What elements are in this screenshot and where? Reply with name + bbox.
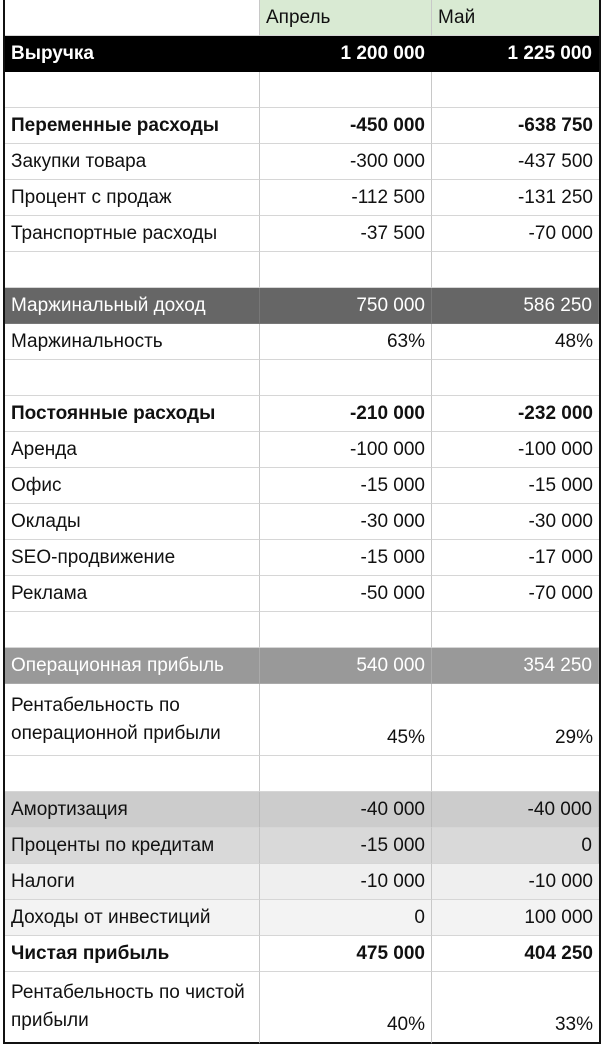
row-label[interactable]: Операционная прибыль [5,648,260,684]
row-may-value[interactable]: -70 000 [432,576,599,612]
empty-cell[interactable] [432,612,599,648]
row-interest [5,828,599,864]
row-label[interactable]: Рентабельность по операционной прибыли [5,684,260,756]
row-may-value[interactable]: 0 [432,828,599,864]
row-may-value[interactable]: 404 250 [432,936,599,972]
row-net-profitability [5,972,599,1044]
row-may-value[interactable]: -15 000 [432,468,599,504]
row-may-value[interactable]: 48% [432,324,599,360]
row-contribution-margin [5,288,599,324]
row-april-value[interactable]: -10 000 [260,864,432,900]
row-label[interactable]: Реклама [5,576,260,612]
row-variable-costs [5,108,599,144]
row-april-value[interactable]: -40 000 [260,792,432,828]
row-label[interactable]: Рентабельность по чистой прибыли [5,972,260,1044]
row-margin-percent [5,324,599,360]
empty-cell[interactable] [5,252,260,288]
empty-cell[interactable] [5,612,260,648]
empty-cell[interactable] [260,360,432,396]
row-april-value[interactable]: 475 000 [260,936,432,972]
row-label[interactable]: Аренда [5,432,260,468]
row-may-value[interactable]: -40 000 [432,792,599,828]
row-may-value[interactable]: -638 750 [432,108,599,144]
empty-row [5,252,599,288]
row-operating-profitability [5,684,599,756]
pnl-spreadsheet [3,0,601,1044]
row-april-value[interactable]: -112 500 [260,180,432,216]
row-label[interactable]: Маржинальность [5,324,260,360]
row-label[interactable]: Транспортные расходы [5,216,260,252]
row-label[interactable]: Переменные расходы [5,108,260,144]
empty-row [5,756,599,792]
row-may-value[interactable]: -10 000 [432,864,599,900]
empty-cell[interactable] [260,252,432,288]
row-may-value[interactable]: 100 000 [432,900,599,936]
empty-cell[interactable] [260,756,432,792]
row-april-value[interactable]: 40% [260,972,432,1044]
row-investment-income [5,900,599,936]
row-label[interactable]: Процент с продаж [5,180,260,216]
empty-cell[interactable] [432,72,599,108]
row-april-value[interactable]: -210 000 [260,396,432,432]
row-transport [5,216,599,252]
empty-row [5,612,599,648]
row-april-value[interactable]: 540 000 [260,648,432,684]
row-ads [5,576,599,612]
row-april-value[interactable]: -30 000 [260,504,432,540]
row-april-value[interactable]: 1 200 000 [260,36,432,72]
header-april[interactable]: Апрель [260,0,432,36]
row-seo [5,540,599,576]
row-label[interactable]: Чистая прибыль [5,936,260,972]
row-fixed-costs [5,396,599,432]
row-label[interactable]: Постоянные расходы [5,396,260,432]
row-label[interactable]: Маржинальный доход [5,288,260,324]
row-label[interactable]: Доходы от инвестиций [5,900,260,936]
row-net-profit [5,936,599,972]
row-label[interactable]: Закупки товара [5,144,260,180]
row-label[interactable]: Амортизация [5,792,260,828]
row-label[interactable]: SEO-продвижение [5,540,260,576]
row-purchases [5,144,599,180]
row-april-value[interactable]: 0 [260,900,432,936]
empty-cell[interactable] [432,360,599,396]
header-label-cell[interactable] [5,0,260,36]
header-row [5,0,599,36]
row-label[interactable]: Офис [5,468,260,504]
row-april-value[interactable]: -300 000 [260,144,432,180]
row-may-value[interactable]: -232 000 [432,396,599,432]
row-label[interactable]: Оклады [5,504,260,540]
row-may-value[interactable]: 354 250 [432,648,599,684]
row-april-value[interactable]: -15 000 [260,540,432,576]
row-revenue [5,36,599,72]
row-may-value[interactable]: -30 000 [432,504,599,540]
row-label[interactable]: Проценты по кредитам [5,828,260,864]
empty-row [5,72,599,108]
row-april-value[interactable]: -100 000 [260,432,432,468]
row-office [5,468,599,504]
row-april-value[interactable]: -37 500 [260,216,432,252]
row-may-value[interactable]: -100 000 [432,432,599,468]
row-april-value[interactable]: 63% [260,324,432,360]
empty-cell[interactable] [260,612,432,648]
empty-cell[interactable] [260,72,432,108]
row-depreciation [5,792,599,828]
row-april-value[interactable]: -50 000 [260,576,432,612]
row-may-value[interactable]: -70 000 [432,216,599,252]
row-taxes [5,864,599,900]
row-april-value[interactable]: -15 000 [260,828,432,864]
header-may[interactable]: Май [432,0,599,36]
empty-cell[interactable] [5,360,260,396]
row-may-value[interactable]: -17 000 [432,540,599,576]
row-april-value[interactable]: -450 000 [260,108,432,144]
row-label[interactable]: Налоги [5,864,260,900]
empty-cell[interactable] [432,252,599,288]
row-sales-percent [5,180,599,216]
row-operating-profit [5,648,599,684]
row-label[interactable]: Выручка [5,36,260,72]
row-salaries [5,504,599,540]
row-may-value[interactable]: 33% [432,972,599,1044]
row-may-value[interactable]: -437 500 [432,144,599,180]
empty-cell[interactable] [5,756,260,792]
row-may-value[interactable]: 586 250 [432,288,599,324]
empty-cell[interactable] [432,756,599,792]
row-april-value[interactable]: 45% [260,684,432,756]
row-may-value[interactable]: -131 250 [432,180,599,216]
row-april-value[interactable]: -15 000 [260,468,432,504]
row-may-value[interactable]: 29% [432,684,599,756]
row-rent [5,432,599,468]
row-april-value[interactable]: 750 000 [260,288,432,324]
empty-cell[interactable] [5,72,260,108]
empty-row [5,360,599,396]
row-may-value[interactable]: 1 225 000 [432,36,599,72]
